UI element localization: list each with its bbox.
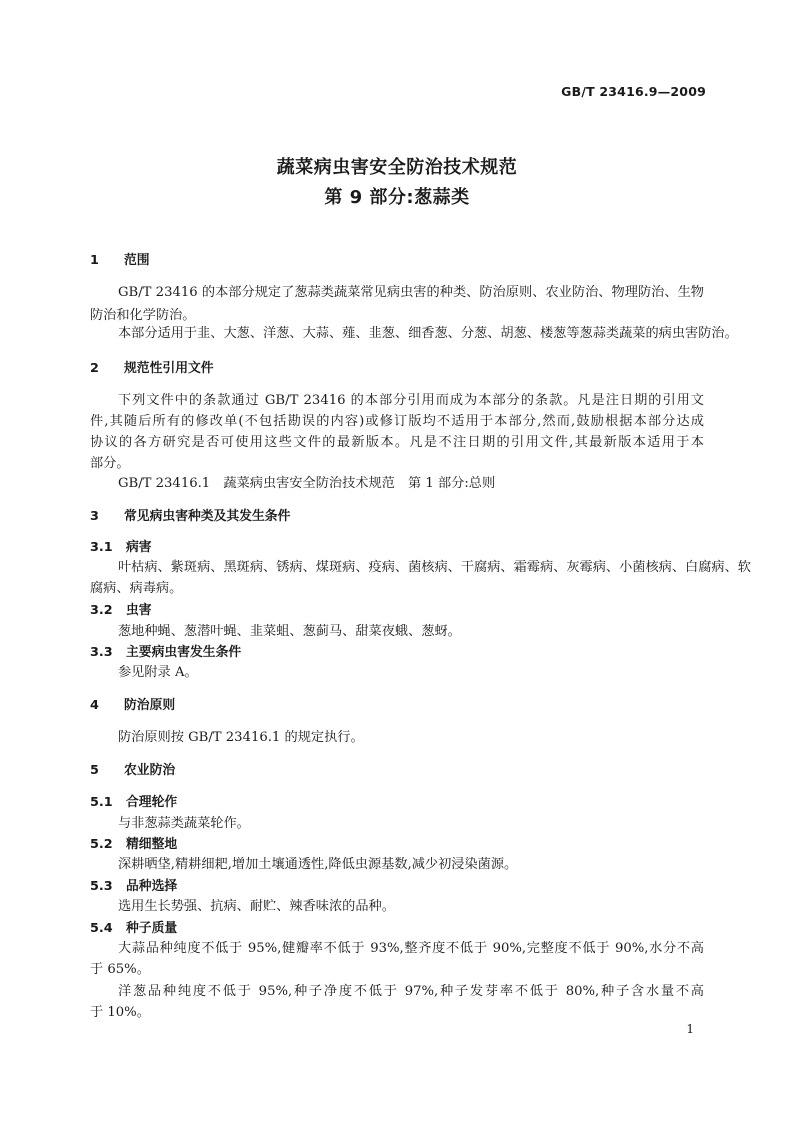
subsection-title: 精细整地 bbox=[126, 837, 178, 852]
paragraph-line: 叶枯病、紫斑病、黑斑病、锈病、煤斑病、疫病、菌核病、干腐病、霜霉病、灰霉病、小菌核病、白腐病、软 bbox=[118, 560, 751, 575]
section-number: 4 bbox=[90, 698, 99, 713]
section-5-heading bbox=[90, 759, 175, 778]
subsection-5-2-heading bbox=[90, 833, 177, 852]
subsection-5-4-heading bbox=[90, 917, 177, 936]
paragraph-line: 大蒜品种纯度不低于 95%,健瓣率不低于 93%,整齐度不低于 90%,完整度不低于 90%,水分不高 bbox=[118, 941, 704, 956]
subsection-3-2-heading bbox=[90, 599, 152, 618]
paragraph-line: 协议的各方研究是否可使用这些文件的最新版本。凡是不注日期的引用文件,其最新版本适用于本 bbox=[90, 435, 704, 450]
paragraph-line: 选用生长势强、抗病、耐贮、辣香味浓的品种。 bbox=[118, 899, 395, 914]
section-number: 5 bbox=[90, 763, 99, 778]
paragraph-line: 件,其随后所有的修改单(不包括勘误的内容)或修订版均不适用于本部分,然而,鼓励根据本部分达成 bbox=[90, 414, 704, 429]
subsection-5-1-heading bbox=[90, 791, 177, 810]
section-number: 1 bbox=[90, 253, 99, 268]
paragraph-line: 参见附录 A。 bbox=[118, 665, 198, 680]
paragraph-line: 与非葱蒜类蔬菜轮作。 bbox=[118, 816, 250, 831]
subsection-number: 5.1 bbox=[90, 795, 113, 810]
paragraph-line: 本部分适用于韭、大葱、洋葱、大蒜、薤、韭葱、细香葱、分葱、胡葱、楼葱等葱蒜类蔬菜的病虫害防治。 bbox=[118, 326, 738, 341]
section-title: 防治原则 bbox=[124, 698, 176, 713]
subsection-number: 3.3 bbox=[90, 645, 113, 660]
subsection-title: 种子质量 bbox=[126, 921, 178, 936]
subsection-title: 品种选择 bbox=[126, 879, 178, 894]
paragraph-line: 于 10%。 bbox=[90, 1005, 150, 1020]
section-2-heading bbox=[90, 357, 214, 376]
subsection-title: 病害 bbox=[126, 540, 152, 555]
paragraph-line: 部分。 bbox=[90, 456, 130, 471]
subsection-number: 3.1 bbox=[90, 540, 113, 555]
paragraph-line: 葱地种蝇、葱潜叶蝇、韭菜蛆、葱蓟马、甜菜夜蛾、葱蚜。 bbox=[118, 624, 461, 639]
subsection-3-1-heading bbox=[90, 536, 152, 555]
paragraph-line: 下列文件中的条款通过 GB/T 23416 的本部分引用而成为本部分的条款。凡是注日期的引用文 bbox=[118, 393, 704, 408]
paragraph-line: 腐病、病毒病。 bbox=[90, 581, 183, 596]
paragraph-line: 于 65%。 bbox=[90, 962, 150, 977]
section-4-heading bbox=[90, 694, 175, 713]
paragraph-line: 深耕晒垡,精耕细耙,增加土壤通透性,降低虫源基数,减少初浸染菌源。 bbox=[118, 857, 518, 872]
section-title: 规范性引用文件 bbox=[124, 361, 214, 376]
subsection-number: 5.3 bbox=[90, 879, 113, 894]
standard-number: GB/T 23416.9—2009 bbox=[561, 84, 706, 99]
section-number: 3 bbox=[90, 509, 99, 524]
paragraph-line: GB/T 23416 的本部分规定了葱蒜类蔬菜常见病虫害的种类、防治原则、农业防治、物理防治、生物 bbox=[118, 285, 704, 300]
section-3-heading bbox=[90, 505, 290, 524]
section-1-heading bbox=[90, 249, 150, 268]
section-title: 常见病虫害种类及其发生条件 bbox=[124, 509, 291, 524]
paragraph-line: 洋葱品种纯度不低于 95%,种子净度不低于 97%,种子发芽率不低于 80%,种子含水量不高 bbox=[118, 984, 704, 999]
subsection-title: 主要病虫害发生条件 bbox=[126, 645, 242, 660]
subsection-5-3-heading bbox=[90, 875, 177, 894]
normative-reference: GB/T 23416.1 蔬菜病虫害安全防治技术规范 第 1 部分:总则 bbox=[118, 476, 496, 491]
document-title: 蔬菜病虫害安全防治技术规范 bbox=[276, 157, 518, 178]
subsection-title: 虫害 bbox=[126, 603, 152, 618]
section-number: 2 bbox=[90, 361, 99, 376]
document-subtitle: 第 9 部分:葱蒜类 bbox=[324, 187, 470, 208]
page-number: 1 bbox=[686, 1022, 694, 1036]
subsection-title: 合理轮作 bbox=[126, 795, 178, 810]
section-title: 范围 bbox=[124, 253, 150, 268]
paragraph-line: 防治和化学防治。 bbox=[90, 308, 196, 323]
paragraph-line: 防治原则按 GB/T 23416.1 的规定执行。 bbox=[118, 730, 364, 745]
subsection-number: 5.2 bbox=[90, 837, 113, 852]
subsection-3-3-heading bbox=[90, 641, 241, 660]
subsection-number: 3.2 bbox=[90, 603, 113, 618]
subsection-number: 5.4 bbox=[90, 921, 113, 936]
section-title: 农业防治 bbox=[124, 763, 176, 778]
